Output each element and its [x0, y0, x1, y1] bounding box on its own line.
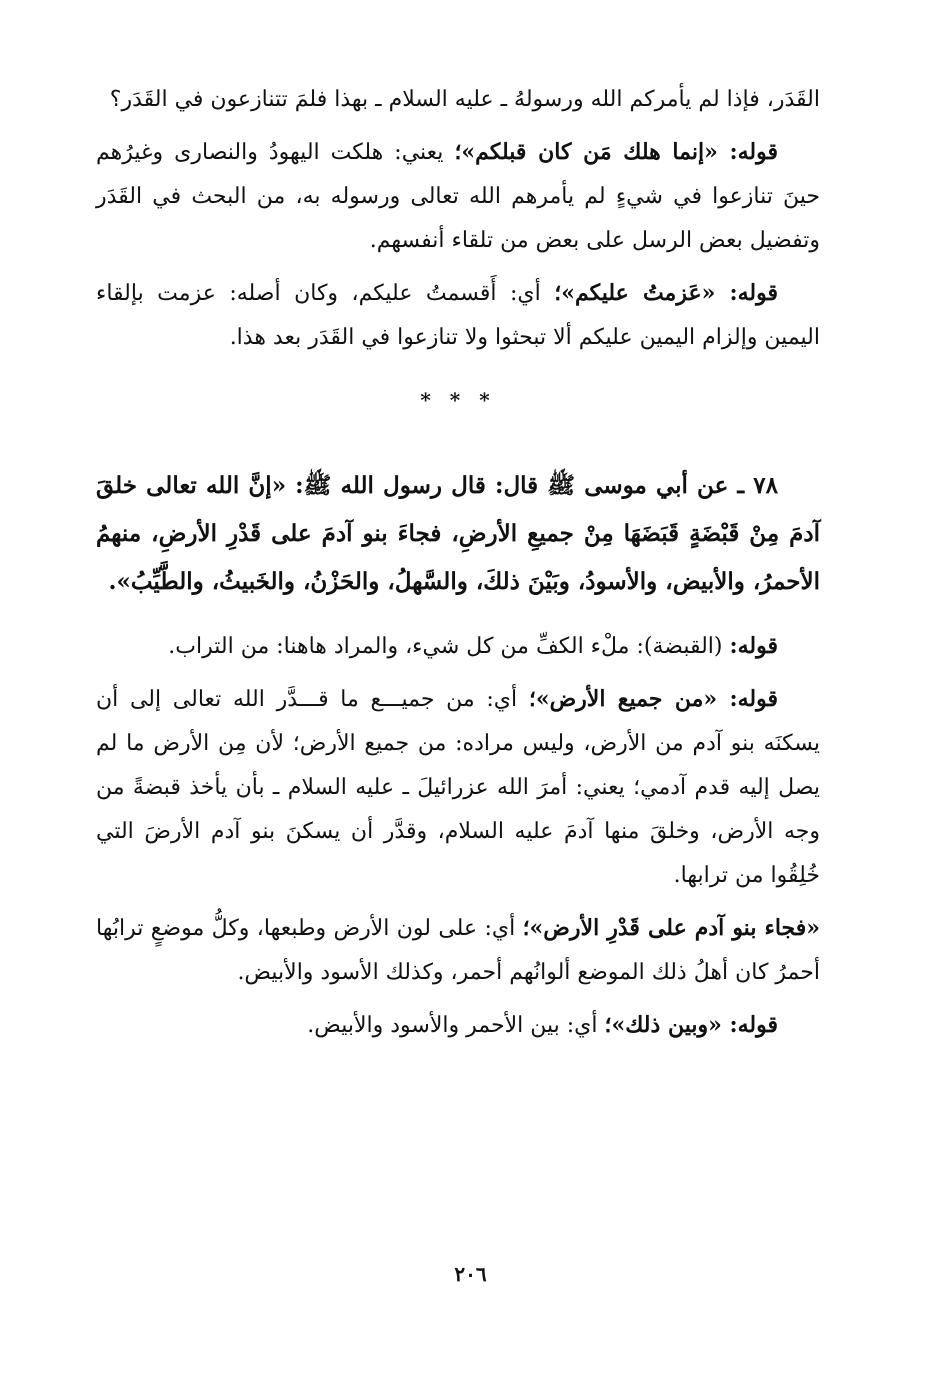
page-body [96, 78, 820, 1056]
paragraph-text: أي: على لون الأرض وطبعها، وكلُّ موضعٍ ترابُها أحمرُ كان أهلُ ذلك الموضع ألوانُهم أحمر، وكذلك الأسود والأبيض. [96, 916, 820, 985]
hadith-text: ٧٨ ـ عن أبي موسى ﷺ قال: قال رسول الله ﷺ: «إنَّ الله تعالى خلقَ آدمَ مِنْ قَبْضَةٍ قَبَضَهَا مِنْ جميعِ الأرضِ، فجاءَ بنو آدمَ على قَدْرِ الأرضِ، منهمُ الأحمرُ، والأبيض، والأسودُ، وبَيْنَ ذلكَ، والسَّهلُ، والحَزْنُ، والخَبيثُ، والطَّيِّبُ». [96, 472, 820, 595]
page-number: ٢٠٦ [454, 1262, 487, 1286]
commentary-paragraph [96, 624, 820, 669]
paragraph-text: يعني: هلكت اليهودُ والنصارى وغيرُهم حينَ تنازعوا في شيءٍ لم يأمرهم الله تعالى ورسوله به، من البحث في القَدَر وتفضيل بعض الرسل على بعض من تلقاء أنفسهم. [96, 140, 820, 253]
commentary-paragraph [96, 130, 820, 263]
paragraph-text: القَدَر، فإذا لم يأمركم الله ورسولهُ ـ عليه السلام ـ بهذا فلمَ تتنازعون في القَدَر؟ [109, 87, 820, 112]
commentary-paragraph [96, 1003, 820, 1048]
commentary-lead: قوله: «وبين ذلك»؛ [604, 1012, 778, 1038]
commentary-lead: قوله: [729, 633, 778, 659]
paragraph-text: أي: بين الأحمر والأسود والأبيض. [307, 1013, 605, 1038]
paragraph-text: (القبضة): ملْء الكفِّ من كل شيء، والمراد هاهنا: من التراب. [168, 634, 730, 659]
commentary-paragraph [96, 271, 820, 360]
paragraph-text: أي: أَقسمتُ عليكم، وكان أصله: عزمت بإلقاء اليمين وإلزام اليمين عليكم ألا تبحثوا ولا تنازعوا في القَدَر بعد هذا. [96, 281, 820, 350]
paragraph-text: أي: من جميـــع ما قـــدَّر الله تعالى إلى أن يسكنَه بنو آدم من الأرض، وليس مراده: من جميع الأرض؛ لأن مِن الأرض ما لم يصل إليه قدم آدمي؛ يعني: أمرَ الله عزرائيلَ ـ عليه السلام ـ بأن يأخذ قبضةً من وجه الأرض، وخلقَ منها آدمَ عليه السلام، وقدَّر أن يسكنَ بنو آدم الأرضَ التي خُلِقُوا من ترابها. [96, 687, 820, 888]
commentary-lead: قوله: «عَزمتُ عليكم»؛ [554, 280, 778, 306]
commentary-lead: قوله: «من جميع الأرض»؛ [528, 686, 778, 712]
section-separator: * * * [420, 388, 496, 412]
paragraph-continuation [96, 78, 820, 122]
commentary-lead: قوله: «إنما هلك مَن كان قبلكم»؛ [454, 139, 778, 165]
commentary-paragraph [96, 906, 820, 995]
commentary-lead: «فجاء بنو آدم على قَدْرِ الأرض»؛ [522, 915, 820, 941]
commentary-paragraph [96, 677, 820, 898]
